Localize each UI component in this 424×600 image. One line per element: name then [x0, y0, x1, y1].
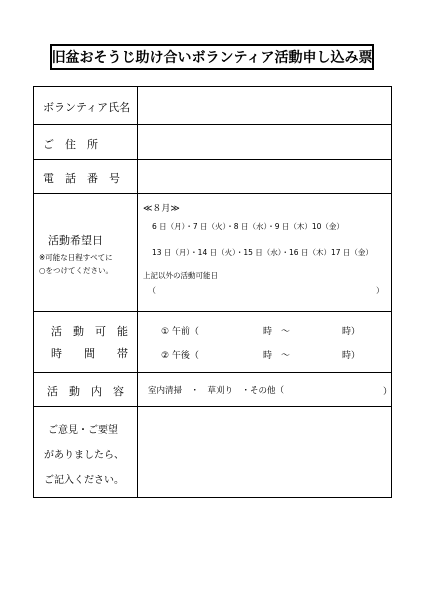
other-dates-open-paren: （ — [148, 286, 156, 295]
address-label-cell — [34, 125, 138, 159]
comments-label-cell — [34, 407, 138, 497]
time-slots-field — [138, 312, 391, 372]
activity-content-options[interactable]: 室内清掃 ・ 草刈り ・その他（ — [148, 386, 285, 396]
row-volunteer-name — [34, 87, 391, 125]
available-time-label-cell — [34, 312, 138, 372]
volunteer-name-label: ボランティア氏名 — [43, 101, 131, 114]
row-activity-content — [34, 373, 391, 407]
comments-label-2: がありましたら、 — [44, 450, 124, 461]
pm-slot-close: 時） — [342, 351, 361, 361]
activity-date-label-cell — [34, 194, 138, 311]
available-time-label-2: 時 間 帯 — [51, 347, 128, 360]
am-slot-hour: 時 ～ — [263, 327, 291, 337]
row-available-time — [34, 312, 391, 373]
row-activity-dates — [34, 194, 391, 312]
month-label: ≪８月≫ — [143, 204, 180, 214]
pm-slot-hour: 時 ～ — [263, 351, 291, 361]
row-comments — [34, 407, 391, 497]
activity-content-field — [138, 373, 391, 406]
address-field[interactable] — [138, 125, 391, 159]
am-slot-close: 時） — [342, 327, 361, 337]
activity-date-label: 活動希望日 — [48, 234, 103, 247]
form-title: 旧盆おそうじ助け合いボランティア活動申し込み票 — [50, 44, 374, 70]
phone-label: 電 話 番 号 — [43, 172, 120, 185]
activity-date-note-1: ※可能な日程すべてに — [39, 253, 113, 262]
am-slot-label[interactable]: ① 午前（ — [161, 327, 199, 337]
activity-dates-field — [138, 194, 391, 311]
comments-label-1: ご意見・ご要望 — [48, 425, 118, 436]
week1-dates[interactable]: 6 日（月）・7 日（火）・8 日（水）・9 日（木）10（金） — [152, 222, 344, 231]
address-label: ご 住 所 — [43, 138, 98, 151]
phone-field[interactable] — [138, 160, 391, 193]
other-dates-label: 上記以外の活動可能日 — [143, 271, 218, 280]
activity-content-label: 活 動 内 容 — [47, 385, 124, 398]
comments-label-3: ご記入ください。 — [44, 475, 124, 486]
other-dates-close-paren: ） — [376, 286, 384, 295]
week2-dates[interactable]: 13 日（月）・14 日（火）・15 日（水）・16 日（木）17 日（金） — [152, 248, 373, 257]
phone-label-cell — [34, 160, 138, 193]
row-address — [34, 125, 391, 160]
activity-content-label-cell — [34, 373, 138, 406]
application-form — [33, 86, 392, 498]
activity-date-note-2: ○をつけてください。 — [39, 266, 114, 275]
pm-slot-label[interactable]: ② 午後（ — [161, 351, 199, 361]
activity-content-close-paren: ） — [383, 387, 393, 397]
available-time-label-1: 活 動 可 能 — [51, 325, 128, 338]
row-phone — [34, 160, 391, 194]
volunteer-name-field[interactable] — [138, 87, 391, 124]
volunteer-name-label-cell — [34, 87, 138, 124]
comments-field[interactable] — [138, 407, 391, 497]
